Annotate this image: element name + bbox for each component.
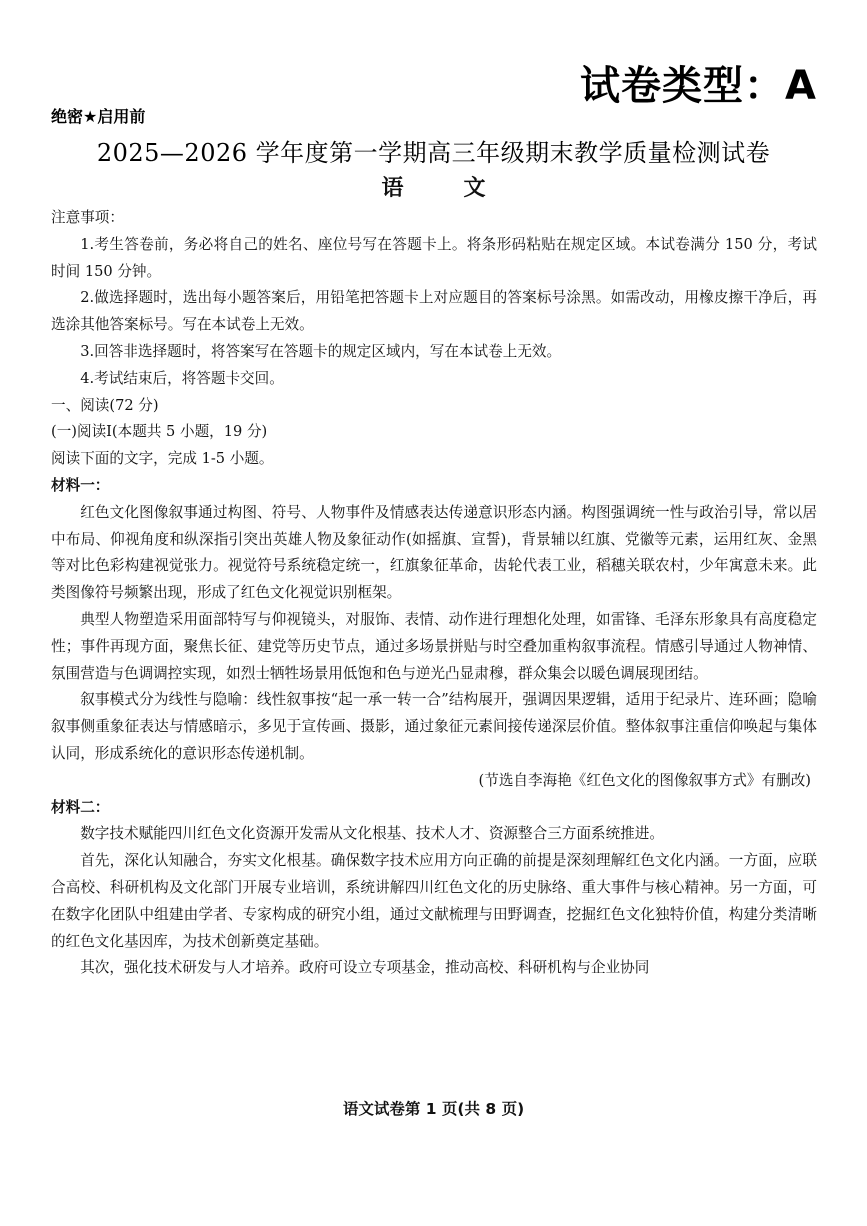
confidential-label: 绝密★启用前: [51, 107, 146, 126]
notice-item-4: 4.考试结束后，将答题卡交回。: [80, 369, 284, 387]
section-heading: 一、阅读(72 分): [51, 396, 159, 414]
material-1-paragraph-1: 红色文化图像叙事通过构图、符号、人物事件及情感表达传递意识形态内涵。构图强调统一性与政治引导，常以居中布局、仰视角度和纵深指引突出英雄人物及象征动作(如摇旗、宣誓)，背景辅以红旗、党徽等元素，运用红灰、金黑等对比色彩构建视觉张力。视觉符号系统稳定统一，红旗象征革命，齿轮代表工业，稻穗关联农村，少年寓意未来。此类图像符号频繁出现，形成了红色文化视觉识别框架。: [51, 503, 817, 602]
notice-item-1: 1.考生答卷前，务必将自己的姓名、座位号写在答题卡上。将条形码粘贴在规定区域。本试卷满分 150 分，考试时间 150 分钟。: [51, 235, 817, 280]
material-1-source: (节选自李海艳《红色文化的图像叙事方式》有删改): [478, 771, 811, 789]
notice-item-2: 2.做选择题时，选出每小题答案后，用铅笔把答题卡上对应题目的答案标号涂黑。如需改动，用橡皮擦干净后，再选涂其他答案标号。写在本试卷上无效。: [51, 289, 817, 334]
subject-title: 语文: [381, 176, 546, 201]
page-footer: 语文试卷第 1 页(共 8 页): [342, 1100, 525, 1118]
exam-body: [51, 205, 817, 982]
material-2-paragraph-1: 数字技术赋能四川红色文化资源开发需从文化根基、技术人才、资源整合三方面系统推进。: [80, 825, 664, 843]
material-1-paragraph-2: 典型人物塑造采用面部特写与仰视镜头，对服饰、表情、动作进行理想化处理，如雷锋、毛泽东形象具有高度稳定性；事件再现方面，聚焦长征、建党等历史节点，通过多场景拼贴与时空叠加重构叙事流程。情感引导通过人物神情、氛围营造与色调调控实现，如烈士牺牲场景用低饱和色与逆光凸显肃穆，群众集会以暖色调展现团结。: [51, 610, 817, 682]
notice-item-3: 3.回答非选择题时，将答案写在答题卡的规定区域内，写在本试卷上无效。: [80, 342, 562, 360]
exam-title: 2025—2026 学年度第一学期高三年级期末教学质量检测试卷: [96, 139, 771, 167]
material-1-paragraph-3: 叙事模式分为线性与隐喻：线性叙事按“起一承一转一合”结构展开，强调因果逻辑，适用于纪录片、连环画；隐喻叙事侧重象征表达与情感暗示，多见于宣传画、摄影，通过象征元素间接传递深层价值。整体叙事注重信仰唤起与集体认同，形成系统化的意识形态传递机制。: [51, 691, 817, 762]
paper-type-label: 试卷类型：A: [580, 63, 817, 109]
material-2-paragraph-3: 其次，强化技术研发与人才培养。政府可设立专项基金，推动高校、科研机构与企业协同: [80, 959, 650, 977]
subsection-heading: (一)阅读Ⅰ(本题共 5 小题，19 分): [51, 423, 268, 441]
material-1-label: 材料一：: [51, 476, 110, 494]
material-2-label: 材料二：: [51, 798, 110, 816]
material-2-paragraph-2: 首先，深化认知融合，夯实文化根基。确保数字技术应用方向正确的前提是深刻理解红色文化内涵。一方面，应联合高校、科研机构及文化部门开展专业培训，系统讲解四川红色文化的历史脉络、重大事件与核心精神。另一方面，可在数字化团队中组建由学者、专家构成的研究小组，通过文献梳理与田野调查，挖掘红色文化独特价值，构建分类清晰的红色文化基因库，为技术创新奠定基础。: [51, 852, 817, 950]
notice-heading: 注意事项：: [51, 209, 124, 226]
reading-instruction: 阅读下面的文字，完成 1-5 小题。: [51, 450, 274, 468]
